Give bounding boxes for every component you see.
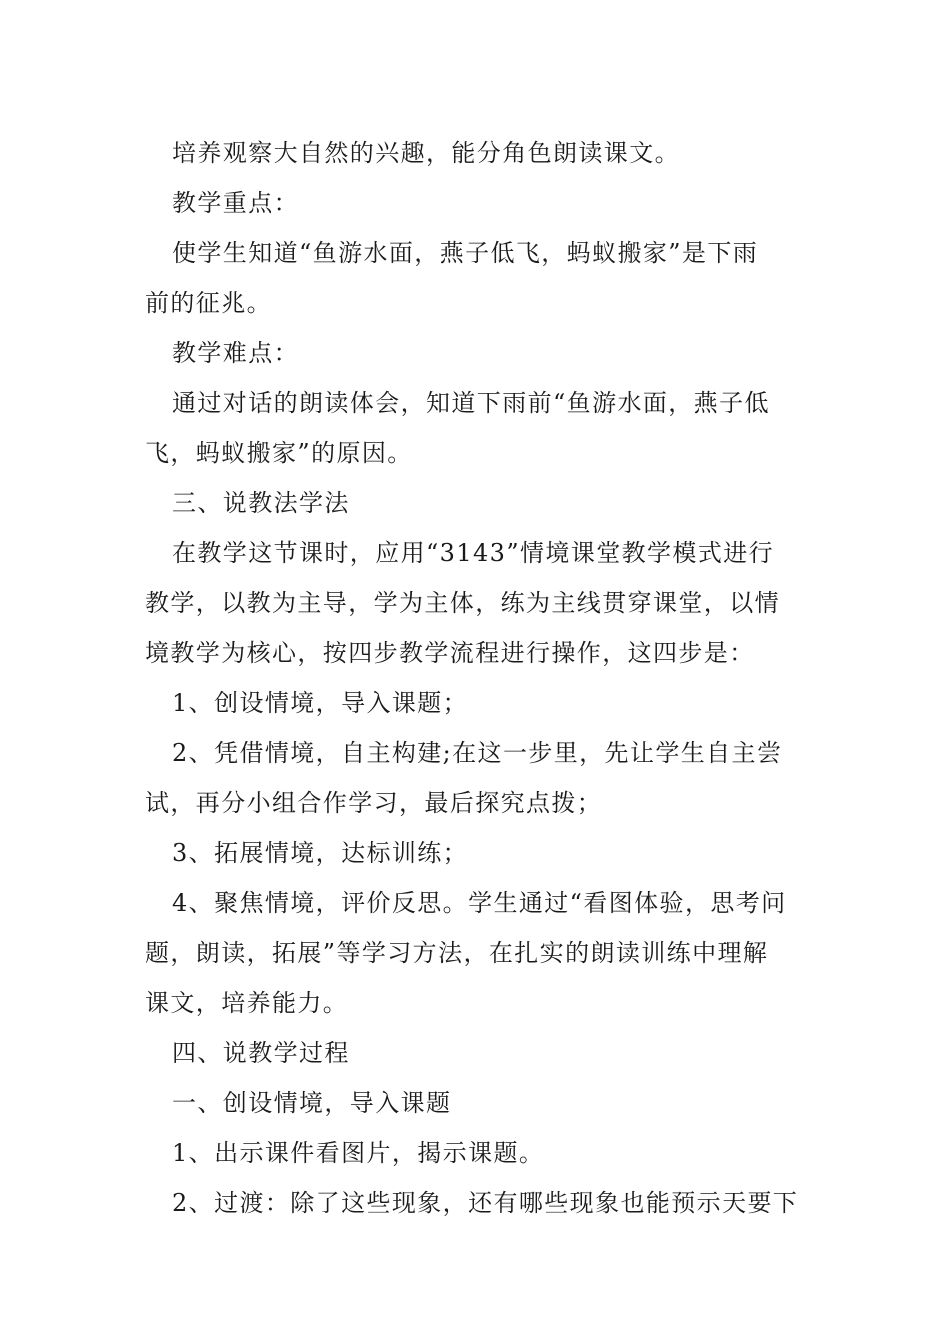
text-line: 前的征兆。 [145, 289, 272, 317]
text-line: 在教学这节课时，应用“3143”情境课堂教学模式进行 [172, 539, 775, 567]
section-heading-key-points: 教学重点： [172, 189, 299, 217]
list-item: 1、创设情境，导入课题； [172, 689, 469, 717]
section-heading-process: 四、说教学过程 [172, 1039, 350, 1067]
subsection-heading: 一、创设情境，导入课题 [172, 1089, 452, 1117]
section-heading-methods: 三、说教法学法 [172, 489, 350, 517]
list-item: 4、聚焦情境，评价反思。学生通过“看图体验，思考问 [172, 889, 787, 917]
text-line: 使学生知道“鱼游水面，燕子低飞，蚂蚁搬家”是下雨 [172, 239, 759, 267]
list-item: 3、拓展情境，达标训练； [172, 839, 469, 867]
text-line: 题，朗读，拓展”等学习方法，在扎实的朗读训练中理解 [145, 939, 769, 967]
text-line: 课文，培养能力。 [145, 989, 349, 1017]
text-line: 教学，以教为主导，学为主体，练为主线贯穿课堂，以情 [145, 589, 780, 617]
text-line: 飞，蚂蚁搬家”的原因。 [145, 439, 413, 467]
text-line: 试，再分小组合作学习，最后探究点拨； [145, 789, 603, 817]
section-heading-difficulties: 教学难点： [172, 339, 299, 367]
list-item: 1、出示课件看图片，揭示课题。 [172, 1139, 545, 1167]
text-line: 境教学为核心，按四步教学流程进行操作，这四步是： [145, 639, 755, 667]
list-item: 2、凭借情境，自主构建;在这一步里，先让学生自主尝 [172, 739, 783, 767]
list-item: 2、过渡：除了这些现象，还有哪些现象也能预示天要下 [172, 1189, 799, 1217]
text-line: 培养观察大自然的兴趣，能分角色朗读课文。 [172, 139, 680, 167]
text-line: 通过对话的朗读体会，知道下雨前“鱼游水面，燕子低 [172, 389, 770, 417]
